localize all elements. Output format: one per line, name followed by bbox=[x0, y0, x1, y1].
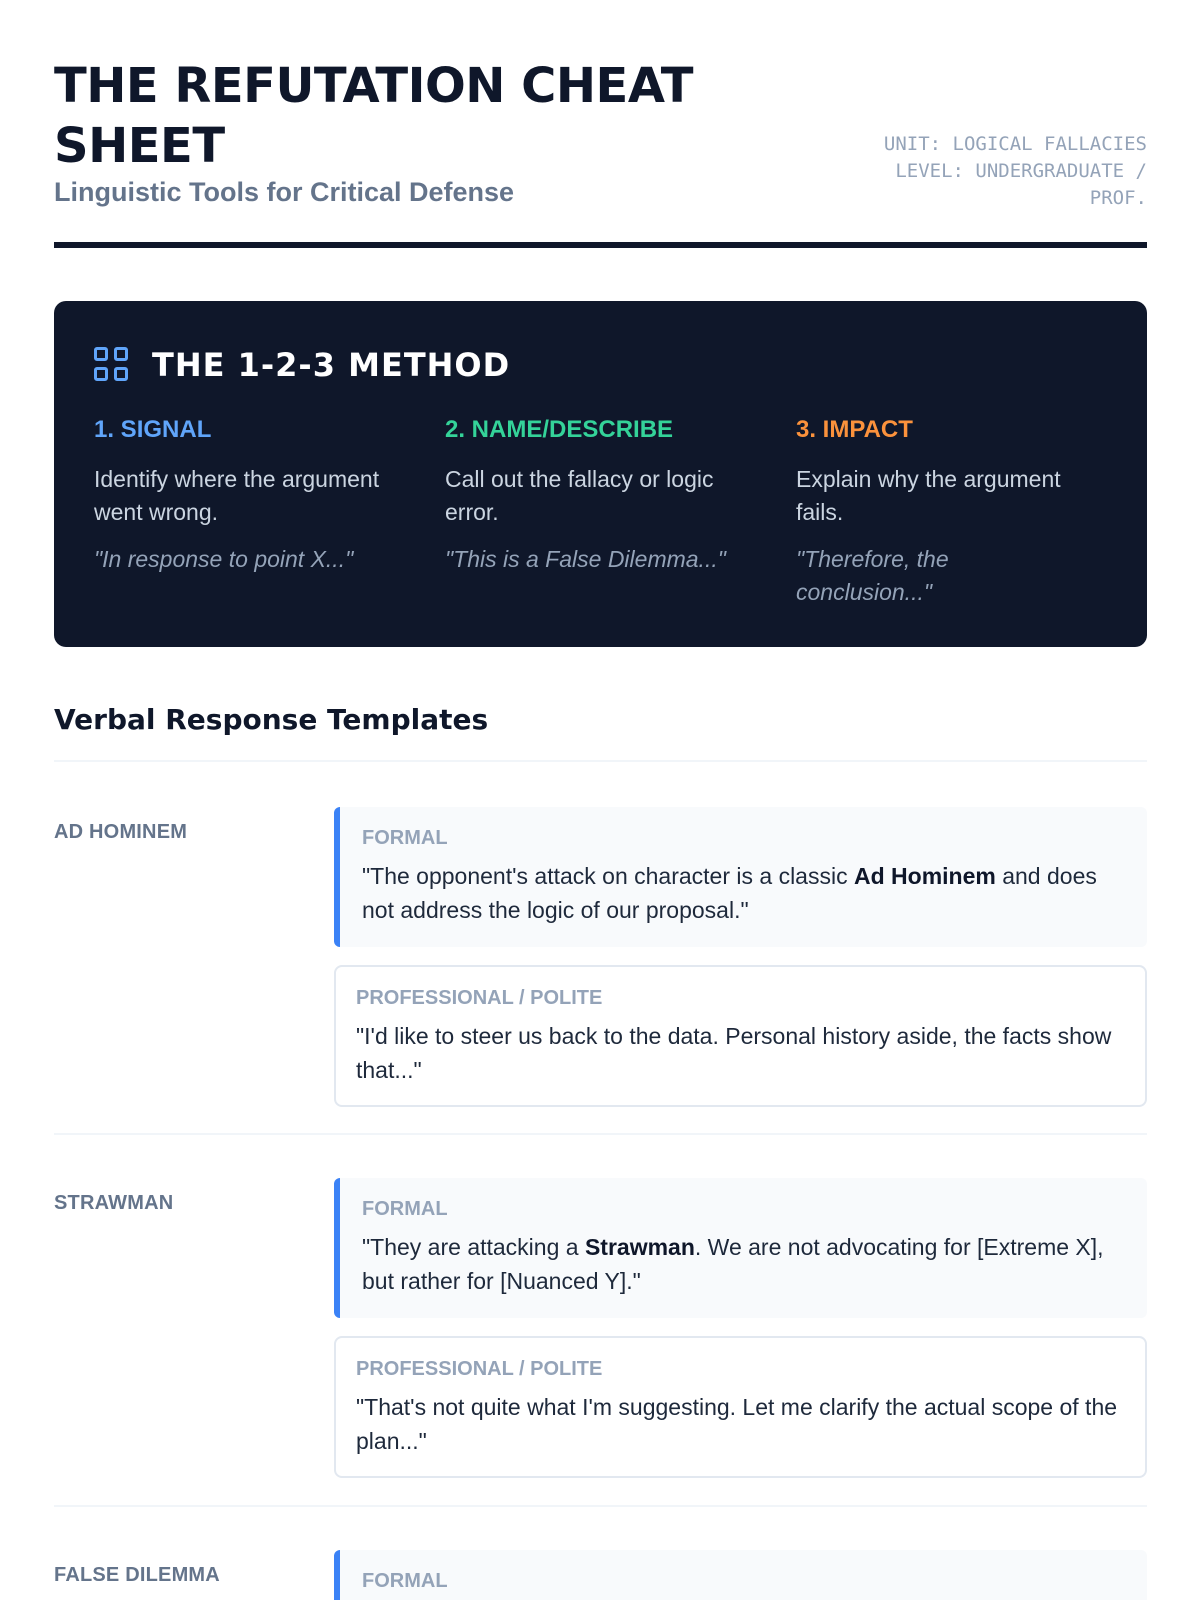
method-heading bbox=[94, 345, 510, 385]
page-header bbox=[54, 0, 1147, 248]
page-subtitle: Linguistic Tools for Critical Defense bbox=[54, 177, 515, 207]
method-steps bbox=[94, 415, 1107, 609]
formal-label: FORMAL bbox=[362, 1570, 448, 1592]
step-label: 1. SIGNAL bbox=[94, 416, 212, 443]
formal-template-text: "The opponent's attack on character is a classic Ad Hominem and does not address the logic of our proposal." bbox=[362, 863, 1097, 923]
meta-unit: UNIT: LOGICAL FALLACIES bbox=[883, 133, 1147, 155]
step-label: 2. NAME/DESCRIBE bbox=[445, 416, 674, 443]
method-title: THE 1-2-3 METHOD bbox=[152, 346, 511, 384]
polite-template-text: "I'd like to steer us back to the data. Personal history aside, the facts show that..." bbox=[356, 1023, 1112, 1083]
polite-label: PROFESSIONAL / POLITE bbox=[356, 987, 603, 1009]
step-example: "Therefore, the conclusion..." bbox=[796, 546, 949, 605]
section-divider bbox=[54, 760, 1147, 762]
step-example: "In response to point X..." bbox=[94, 546, 354, 572]
method-panel bbox=[54, 301, 1147, 647]
grid-icon bbox=[94, 347, 130, 383]
step-description: Explain why the argument fails. bbox=[796, 466, 1061, 525]
fallacy-name: FALSE DILEMMA bbox=[54, 1564, 220, 1586]
polite-label: PROFESSIONAL / POLITE bbox=[356, 1358, 603, 1380]
polite-template-card bbox=[334, 965, 1147, 1107]
step-impact bbox=[796, 415, 1107, 609]
fallacy-name: STRAWMAN bbox=[54, 1192, 174, 1214]
step-name-describe bbox=[445, 415, 796, 609]
section-title: Verbal Response Templates bbox=[54, 703, 489, 736]
fallacy-divider bbox=[54, 1505, 1147, 1507]
unit-meta bbox=[847, 131, 1147, 212]
formal-label: FORMAL bbox=[362, 1198, 448, 1220]
step-label: 3. IMPACT bbox=[796, 416, 913, 443]
fallacy-term: Ad Hominem bbox=[853, 863, 996, 889]
formal-template-card bbox=[334, 1178, 1147, 1318]
step-description: Identify where the argument went wrong. bbox=[94, 466, 380, 525]
fallacy-divider bbox=[54, 1133, 1147, 1135]
step-example: "This is a False Dilemma..." bbox=[445, 546, 726, 572]
step-description: Call out the fallacy or logic error. bbox=[445, 466, 714, 525]
fallacy-term: Strawman bbox=[584, 1234, 695, 1260]
step-signal bbox=[94, 415, 445, 609]
meta-level: LEVEL: UNDERGRADUATE / PROF. bbox=[895, 160, 1147, 209]
polite-template-card bbox=[334, 1336, 1147, 1478]
formal-template-card bbox=[334, 807, 1147, 947]
formal-template-text: "They are attacking a Strawman. We are not advocating for [Extreme X], but rather for [Nuanced Y]." bbox=[362, 1234, 1104, 1294]
page-title: THE REFUTATION CHEAT SHEET bbox=[54, 58, 694, 174]
formal-label: FORMAL bbox=[362, 827, 448, 849]
cheat-sheet-page bbox=[54, 0, 1147, 1592]
fallacy-name: AD HOMINEM bbox=[54, 821, 188, 843]
polite-template-text: "That's not quite what I'm suggesting. Let me clarify the actual scope of the plan..." bbox=[356, 1394, 1118, 1454]
formal-template-card bbox=[334, 1550, 1147, 1600]
